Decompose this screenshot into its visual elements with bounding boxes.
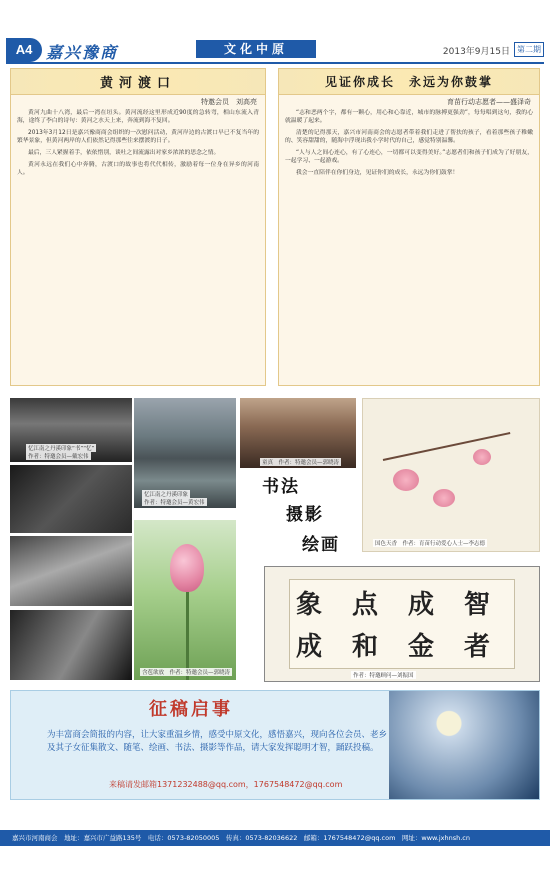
calligraphy-char: 成: [408, 590, 435, 620]
gallery-heading-line: 摄影: [286, 505, 324, 525]
lotus-flower: [170, 544, 204, 592]
article-byline: 育苗行动志愿者——盛泽奇: [447, 98, 531, 106]
peony-blossom: [393, 469, 419, 491]
photo-bw-4: [10, 610, 132, 680]
photo-author: 作者：特邀会员—黄宏伟: [144, 500, 205, 506]
article-title-bar: [11, 69, 265, 95]
article-paragraph: 我会一直陪伴在你们身边，见证你们的成长，永远为你们鼓掌！: [296, 169, 459, 176]
page-header: [6, 38, 544, 62]
photo-bw-2: [10, 465, 132, 533]
photo-jiangnan-impression: [10, 398, 132, 462]
photo-caption: 童真 作者：特邀会员—郭晓涛: [262, 460, 340, 466]
photo-bw-3: [10, 536, 132, 606]
lotus-stem: [186, 590, 189, 680]
calligraphy-char: 成: [296, 632, 323, 662]
photo-caption: 忆江南之丹溪印象“书”“忆”: [28, 446, 95, 452]
issue-date: 2013年9月15日: [442, 47, 510, 57]
header-divider: [6, 62, 544, 64]
photo-author: 作者：特邀会员—戴宏伟: [28, 454, 89, 460]
photo-caption: 作者：特邀顾问—刘振国: [353, 673, 414, 679]
photo-caption: 忆江南之丹溪印象: [144, 492, 189, 498]
photo-children-innocence: [240, 398, 356, 468]
calligraphy-char: 智: [464, 590, 491, 620]
calligraphy-char: 者: [464, 632, 491, 662]
peony-blossom: [433, 489, 455, 507]
page-footer: 嘉兴市河南商会 地址：嘉兴市广益路135号 电话：0573-82050005 传真：0573-82036622 邮箱：1767548472@qq.com 网址：www.jxhnsh.cn: [0, 830, 550, 846]
article-title: 见证你成长 永远为你鼓掌: [324, 75, 493, 89]
article-paragraph: 最后，三人紧握着手，依依惜别，谈吐之间流露出对家乡浓浓的思念之情。: [28, 149, 220, 156]
calligraphy-char: 点: [352, 590, 379, 620]
section-title: 文化中原: [196, 40, 316, 58]
article-title-bar: [279, 69, 539, 95]
article-paragraph: 清楚的记得那天，嘉兴市河南商会的志愿者带着我们走进了帮扶的孩子，看着那些孩子稚嫩的、笑容甜甜的，随海中浮现出我小学时代的自己，感觉特别温馨。: [285, 129, 533, 144]
page-number: A4: [6, 38, 42, 62]
call-text: 为丰富商会简报的内容，让大家重温乡情，感受中原文化，感悟嘉兴，现向各位会员、老乡及其子女征集散文、随笔、绘画、书法、摄影等作品，请大家发挥聪明才智，踊跃投稿。: [47, 730, 388, 754]
article-paragraph: 2013年3月12日是嘉兴豫商商会组织的一次慰问活动，黄河岸边的古渡口早已不复当年的繁华景象，但黄河两岸的人们依然记得那些往来摆渡的日子。: [17, 129, 259, 144]
gallery-heading-line: 书法: [262, 477, 300, 497]
gallery-heading: [246, 470, 358, 562]
edition-badge: 第二期: [514, 42, 544, 57]
article-paragraph: “人与人之间心连心，有了心连心，一切都可以变得美好。”志愿者们和孩子们成为了好朋友，一起学习、一起游戏。: [285, 149, 533, 164]
photo-water-town: [134, 398, 236, 508]
moon-photo: [389, 691, 539, 799]
article-yellow-river-ferry: [10, 68, 266, 386]
call-for-submissions: [10, 690, 540, 800]
painting-branch: [383, 432, 511, 461]
call-title: 征稿启事: [149, 699, 233, 720]
photo-caption: 国色天香 作者：育苗行动爱心人士—李志德: [375, 541, 486, 547]
calligraphy-paper: [289, 579, 515, 669]
article-witness-growth: [278, 68, 540, 386]
article-title: 黄河渡口: [99, 76, 176, 91]
calligraphy-char: 象: [296, 590, 323, 620]
article-paragraph: 黄河九曲十八湾，最后一湾在垣头。黄河流经这里形成近90度的急转弯，相山东流入青海，途终了李白的诗句：黄河之水天上来，奔流到海不复回。: [17, 110, 259, 124]
article-paragraph: 黄河永远在我们心中奔腾，古渡口的故事也将代代相传，激励着每一位身在异乡的河南人。: [17, 161, 259, 176]
calligraphy-scroll: [264, 566, 540, 682]
calligraphy-char: 和: [352, 632, 379, 662]
article-paragraph: “志和恶两个字，都有一颗心，用心和心靠近，城市的脉搏更强劲”，每每唱到这句，我的心就温暖了起来。: [285, 110, 533, 124]
calligraphy-char: 金: [408, 632, 435, 662]
article-byline: 特邀会员 刘高亮: [201, 98, 257, 106]
masthead-title: 嘉兴豫商: [46, 43, 119, 62]
photo-lotus-bud: [134, 520, 236, 680]
call-contact-email: 来稿请发邮箱1371232488@qq.com，1767548472@qq.com: [109, 780, 343, 789]
photo-caption: 含苞欲放 作者：特邀会员—郭晓涛: [142, 670, 231, 676]
peony-blossom: [473, 449, 491, 465]
gallery-heading-line: 绘画: [302, 535, 340, 555]
painting-peony: [362, 398, 540, 552]
